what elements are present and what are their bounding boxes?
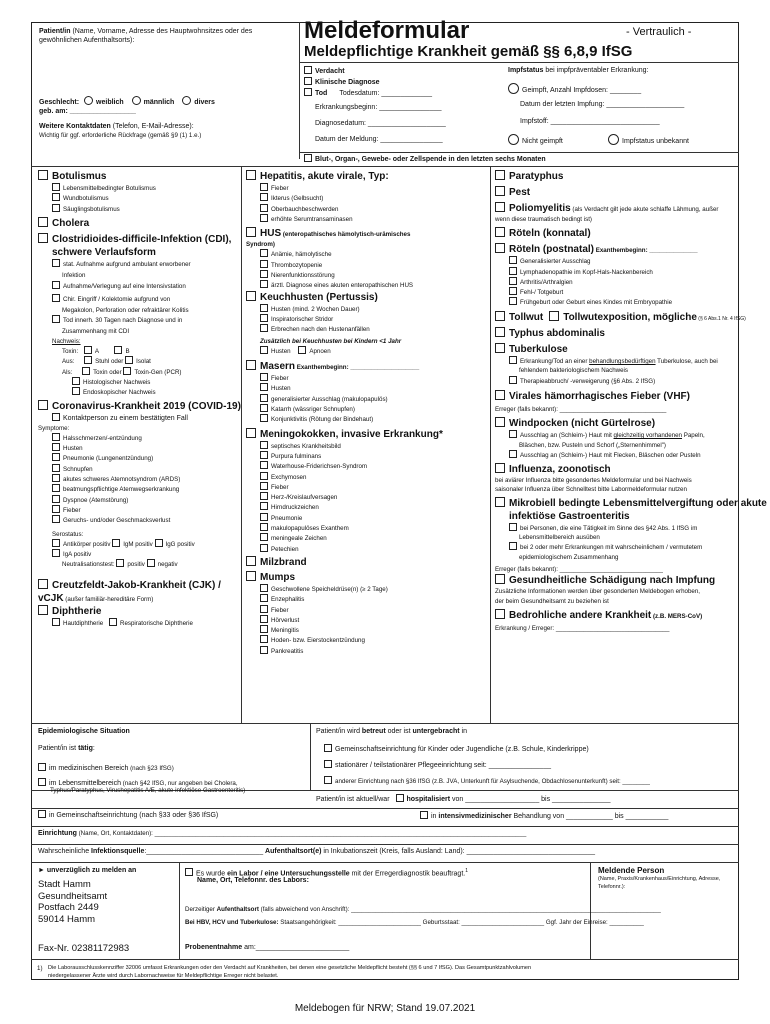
gender-female-radio[interactable] bbox=[84, 96, 93, 105]
einrichtung-field[interactable]: Einrichtung (Name, Ort, Kontaktdaten): ____________________________________________________________________________________________________________ bbox=[38, 830, 527, 837]
lab-name-field[interactable]: Name, Ort, Telefonnr. des Labors: bbox=[197, 877, 309, 884]
mumps-option[interactable]: Mumps bbox=[246, 571, 486, 584]
botulismus-option[interactable]: Botulismus bbox=[38, 170, 238, 183]
epi-med-option[interactable]: im medizinischen Bereich (nach §23 IfSG) bbox=[38, 763, 174, 774]
column-3: Paratyphus Pest Poliomyelitis (als Verdacht gilt jede akute schlaffe Lähmung, außer wenn diese traumatisch bedingt ist) Röteln (konnatal) Röteln (postnatal) Exanthembeginn: ______________ Generalisierter Ausschlag Lymphadenopathie im Kopf-Hals-Nackenbereich Arthritis/Arthralgien Fehl-/ Totgeburt Frühgeburt oder Geburt eines Kindes mit Embryopathie Tollwut Tollwutexposition, mögliche (§ 6 Abs.1 Nr. 4 IfSG) Typhus abdominalis Tuberkulose Erkrankung/Tod an einer behandlungsbedürftigen Tuberkulose, auch bei fehlendem bakteriologischem Nachweis Therapieabbruch/ -verweigerung (§6 Abs. 2 IfSG) Virales hämorrhagisches Fieber (VHF) Erreger (falls bekannt): _______________________________ Windpocken (nicht Gürtelrose) Ausschlag an (Schleim-) Haut mit gleichzeitig vorhandenen Papeln, Bläschen, bzw. Pusteln und Schorf („Sternenhimmel") Ausschlag an (Schleim-) Haut mit Flecken, Bläschen oder Pusteln Influenza, zoonotisch bei aviärer Influenza bitte gesondertes Meldeformular und bei Nachweis saisonaler Influenza über Schnelltest bitte Labormeldeformular nutzen Mikrobiell bedingte Lebensmittelvergiftung oder akute infektiöse Gastroenteritis bei Personen, die eine Tätigkeit im Sinne des §42 Abs. 1 IfSG im Lebensmittelbereich ausüben bei 2 oder mehr Erkrankungen mit wahrscheinlichem / vermutetem epidemiologischem Zusammenhang Erreger (falls bekannt): ______________________________ Gesundheitliche Schädigung nach Impfung Zusätzliche Informationen werden über gesonderten Meldebogen erhoben, der beim Gesundheitsamt zu beziehen ist Bedrohliche andere Krankheit (z.B. MERS-CoV) Erkrankung / Erreger: _________________________________ bbox=[495, 171, 767, 632]
footer-text: Meldebogen für NRW; Stand 19.07.2021 bbox=[294, 1003, 476, 1014]
klinisch-option[interactable]: Klinische Diagnose bbox=[304, 77, 380, 88]
epi-betreut-kinder[interactable]: Gemeinschaftseinrichtung für Kinder oder Jugendliche (z.B. Schule, Kinderkrippe) bbox=[324, 744, 589, 755]
epi-betreut-andere[interactable]: anderer Einrichtung nach §36 IfSG (z.B. JVA, Unterkunft für Asylsuchende, Obdachlosenunterkunft) seit: ________ bbox=[324, 776, 650, 786]
hbv-field[interactable]: Bei HBV, HCV und Tuberkulose: Staatsangehörigkeit: ________________________ Geburtsstaat: ________________________ Ggf. Jahr der Einreise: __________ bbox=[185, 919, 644, 926]
tollwut-option[interactable]: Tollwut Tollwutexposition, mögliche (§ 6 Abs.1 Nr. 4 IfSG) bbox=[495, 311, 737, 324]
epi-gem-option[interactable]: in Gemeinschaftseinrichtung (nach §33 oder §36 IfSG) bbox=[38, 810, 218, 821]
address-block: Stadt Hamm Gesundheitsamt Postfach 2449 59014 Hamm bbox=[38, 879, 108, 925]
impf-letzte[interactable]: Datum der letzten Impfung: ____________________ bbox=[520, 101, 685, 108]
tuberkulose-option[interactable]: Tuberkulose bbox=[495, 343, 737, 356]
footnote-mark: 1) bbox=[37, 965, 43, 972]
fax-number: Fax-Nr. 02381172983 bbox=[38, 943, 130, 954]
verdacht-option[interactable]: Verdacht bbox=[304, 66, 345, 77]
meldedatum-field[interactable]: Datum der Meldung: ________________ bbox=[315, 136, 443, 143]
typhus-option[interactable]: Typhus abdominalis bbox=[495, 327, 737, 340]
contact-label: Weitere Kontaktdaten (Telefon, E-Mail-Adresse): bbox=[39, 123, 194, 130]
mikrobiell-option[interactable]: Mikrobiell bedingte Lebensmittelvergiftung oder akute bbox=[495, 497, 737, 510]
keuchhusten-option[interactable]: Keuchhusten (Pertussis) bbox=[246, 291, 486, 304]
vhf-option[interactable]: Virales hämorrhagisches Fieber (VHF) bbox=[495, 390, 737, 403]
cjk-option[interactable]: Creutzfeldt-Jakob-Krankheit (CJK) / bbox=[38, 579, 238, 592]
impf-title: Impfstatus bei impfpräventabler Erkrankung: bbox=[508, 67, 649, 74]
melder-note: (Name, Praxis/Krankenhaus/Einrichtung, Adresse, Telefonnr.): bbox=[598, 876, 721, 890]
paratyphus-option[interactable]: Paratyphus bbox=[495, 170, 737, 183]
dob-label: geb. am: _________________ bbox=[39, 108, 136, 115]
hus-option[interactable]: HUS (enteropathisches hämolytisch-urämisches bbox=[246, 227, 486, 240]
epi-taetig: Patient/in ist tätig: bbox=[38, 745, 95, 752]
epi-title: Epidemiologische Situation bbox=[38, 728, 130, 735]
quelle-field[interactable]: Wahrscheinliche Infektionsquelle:______________________________ Aufenthaltsort(e) in Inkubationszeit (Kreis, falls Ausland: Land): _________________________________ bbox=[38, 848, 596, 855]
gender-male-radio[interactable] bbox=[132, 96, 141, 105]
footnote-text: Die Laborausschlusskennziffer 32006 umfasst Erkrankungen oder den Verdacht auf Krankheiten, bei denen eine gesetzliche Meldepflicht besteht (§§ 6 und 7 IfSG). Das Gesamtpunktzahlvolumen niedergelassener Ärzte wird durch Labornachweise für Meldepflichtige Erreger nicht belastet. bbox=[48, 965, 532, 979]
epi-intensiv[interactable]: in intensivmedizinischer Behandlung von ____________ bis ___________ bbox=[420, 811, 668, 822]
milzbrand-option[interactable]: Milzbrand bbox=[246, 556, 486, 569]
tod-option[interactable]: Tod Todesdatum: _____________ bbox=[304, 88, 432, 99]
blutspende-option[interactable]: Blut-, Organ-, Gewebe- oder Zellspende in den letzten sechs Monaten bbox=[304, 154, 546, 165]
epi-betreut: Patient/in wird betreut oder ist untergebracht in bbox=[316, 728, 467, 735]
covid-option[interactable]: Coronavirus-Krankheit 2019 (COVID-19) bbox=[38, 400, 238, 413]
melder-title: Meldende Person bbox=[598, 866, 665, 875]
column-2: Hepatitis, akute virale, Typ: Fieber Ikterus (Gelbsucht) Oberbauchbeschwerden erhöhte Serumtransaminasen HUS (enteropathisches hämolytisch-urämisches Syndrom) Anämie, hämolytische Thrombozytopenie Nierenfunktionsstörung ärztl. Diagnose eines akuten enteropathischen HUS Keuchhusten (Pertussis) Husten (mind. 2 Wochen Dauer) Inspiratorischer Stridor Erbrechen nach den Hustenanfällen Zusätzlich bei Keuchhusten bei Kindern <1 Jahr Husten Apnoen Masern Exanthembeginn: ____________________ Fieber Husten generalisierter Ausschlag (makulopapulös) Katarrh (wässriger Schnupfen) Konjunktivitis (Rötung der Bindehaut) Meningokokken, invasive Erkrankung* septisches Krankheitsbild Purpura fulminans Waterhouse-Friderichsen-Syndrom Exchymosen Fieber Herz-/Kreislaufversagen Hirndruckzeichen Pneumonie makulopapulöses Exanthem meningeale Zeichen Petechien Milzbrand Mumps Geschwollene Speicheldrüse(n) (≥ 2 Tage) Enzephalitis Fieber Hörverlust Meningitis Hoden- bzw. Eierstockentzündung Pankreatitis bbox=[246, 170, 486, 656]
gender-row: Geschlecht: weiblich männlich divers bbox=[39, 96, 215, 108]
windpocken-option[interactable]: Windpocken (nicht Gürtelrose) bbox=[495, 417, 737, 430]
send-to-label: ► unverzüglich zu melden an bbox=[38, 867, 137, 874]
impfschaden-option[interactable]: Gesundheitliche Schädigung nach Impfung bbox=[495, 574, 737, 587]
roeteln-konnatal-option[interactable]: Röteln (konnatal) bbox=[495, 227, 737, 240]
diagnosedatum-field[interactable]: Diagnosedatum: ____________________ bbox=[315, 120, 446, 127]
epi-aktuell: Patient/in ist aktuell/war hospitalisiert von ___________________ bis _______________ bbox=[316, 796, 611, 803]
influenza-option[interactable]: Influenza, zoonotisch bbox=[495, 463, 737, 476]
cdi-option[interactable]: Clostridioides-difficile-Infektion (CDI), bbox=[38, 233, 238, 246]
epi-betreut-pflege[interactable]: stationärer / teilstationärer Pflegeeinrichtung seit: ________________ bbox=[324, 760, 551, 771]
cholera-option[interactable]: Cholera bbox=[38, 217, 238, 230]
impf-nicht[interactable]: Nicht geimpft bbox=[508, 134, 563, 147]
probe-field[interactable]: Probenentnahme am:________________________ bbox=[185, 944, 350, 951]
hepatitis-option[interactable]: Hepatitis, akute virale, Typ: bbox=[246, 170, 486, 183]
column-1: Botulismus Lebensmittelbedingter Botulismus Wundbotulismus Säuglingsbotulismus Cholera Clostridioides-difficile-Infektion (CDI), schwere Verlaufsform stat. Aufnahme aufgrund ambulant erworbener Infektion Aufnahme/Verlegung auf eine Intensivstation Chir. Eingriff / Kolektomie aufgrund von Megakolon, Perforation oder refraktärer Kolitis Tod innerh. 30 Tagen nach Diagnose und in Zusammenhang mit CDI Nachweis: Toxin: A B Aus: Stuhl oder Isolat Als: Toxin oder Toxin-Gen (PCR) Histologischer Nachweis Endoskopischer Nachweis Coronavirus-Krankheit 2019 (COVID-19) Kontaktperson zu einem bestätigten Fall Symptome: Halsschmerzen/-entzündung Husten Pneumonie (Lungenentzündung) Schnupfen akutes schweres Atemnotsyndrom (ARDS) beatmungspflichtige Atemwegserkrankung Dyspnoe (Atemstörung) Fieber Geruchs- und/oder Geschmacksverlust Serostatus: Antikörper positiv IgM positiv IgG positiv IgA positiv Neutralisationstest: positiv negativ Creutzfeldt-Jakob-Krankheit (CJK) / vCJK (außer familiär-hereditäre Form) Diphtherie Hautdiphtherie Respiratorische Diphtherie bbox=[38, 171, 241, 627]
confidential-label: - Vertraulich - bbox=[626, 26, 692, 38]
pest-option[interactable]: Pest bbox=[495, 186, 737, 199]
form-subtitle: Meldepflichtige Krankheit gemäß §§ 6,8,9 IfSG bbox=[304, 43, 633, 60]
erkrankungsbeginn-field[interactable]: Erkrankungsbeginn: ________________ bbox=[315, 104, 442, 111]
meningokokken-option[interactable]: Meningokokken, invasive Erkrankung* bbox=[246, 428, 486, 441]
derzeit-field[interactable]: Derzeitiger Aufenthaltsort (falls abweichend von Anschrift): __________________________________________________________________________________________ bbox=[185, 906, 661, 913]
impf-impfstoff[interactable]: Impfstoff: ____________________________ bbox=[520, 118, 660, 125]
impf-unbekannt[interactable]: Impfstatus unbekannt bbox=[608, 134, 689, 147]
lab-option[interactable]: Es wurde ein Labor / eine Untersuchungsstelle mit der Erregerdiagnostik beauftragt.$^1$ bbox=[185, 866, 468, 879]
form-title: Meldeformular bbox=[304, 17, 470, 44]
bedrohlich-option[interactable]: Bedrohliche andere Krankheit (z.B. MERS-CoV) bbox=[495, 609, 737, 622]
roeteln-postnatal-option[interactable]: Röteln (postnatal) Exanthembeginn: ______________ bbox=[495, 243, 737, 256]
impf-geimpft[interactable]: Geimpft, Anzahl Impfdosen: ________ bbox=[508, 83, 641, 96]
epi-lm-note: Typhus/Paratyphus, Virushepatitis A/E, akute infektiöse Gastroenteritis) bbox=[50, 787, 246, 794]
contact-note: Wichtig für ggf. erforderliche Rückfrage (gemäß §9 (1) 1.e.) bbox=[39, 132, 202, 139]
diphtherie-option[interactable]: Diphtherie bbox=[38, 605, 238, 618]
gender-diverse-radio[interactable] bbox=[182, 96, 191, 105]
epi-lm-option[interactable]: im Lebensmittelbereich (nach §42 IfSG, nur angeben bei Cholera, bbox=[38, 778, 238, 788]
masern-option[interactable]: Masern Exanthembeginn: ____________________ bbox=[246, 360, 486, 373]
patient-label: Patient/in (Name, Vorname, Adresse des Hauptwohnsitzes oder des gewöhnlichen Aufenthaltsorts): bbox=[39, 28, 253, 44]
polio-option[interactable]: Poliomyelitis (als Verdacht gilt jede akute schlaffe Lähmung, außer bbox=[495, 202, 737, 215]
